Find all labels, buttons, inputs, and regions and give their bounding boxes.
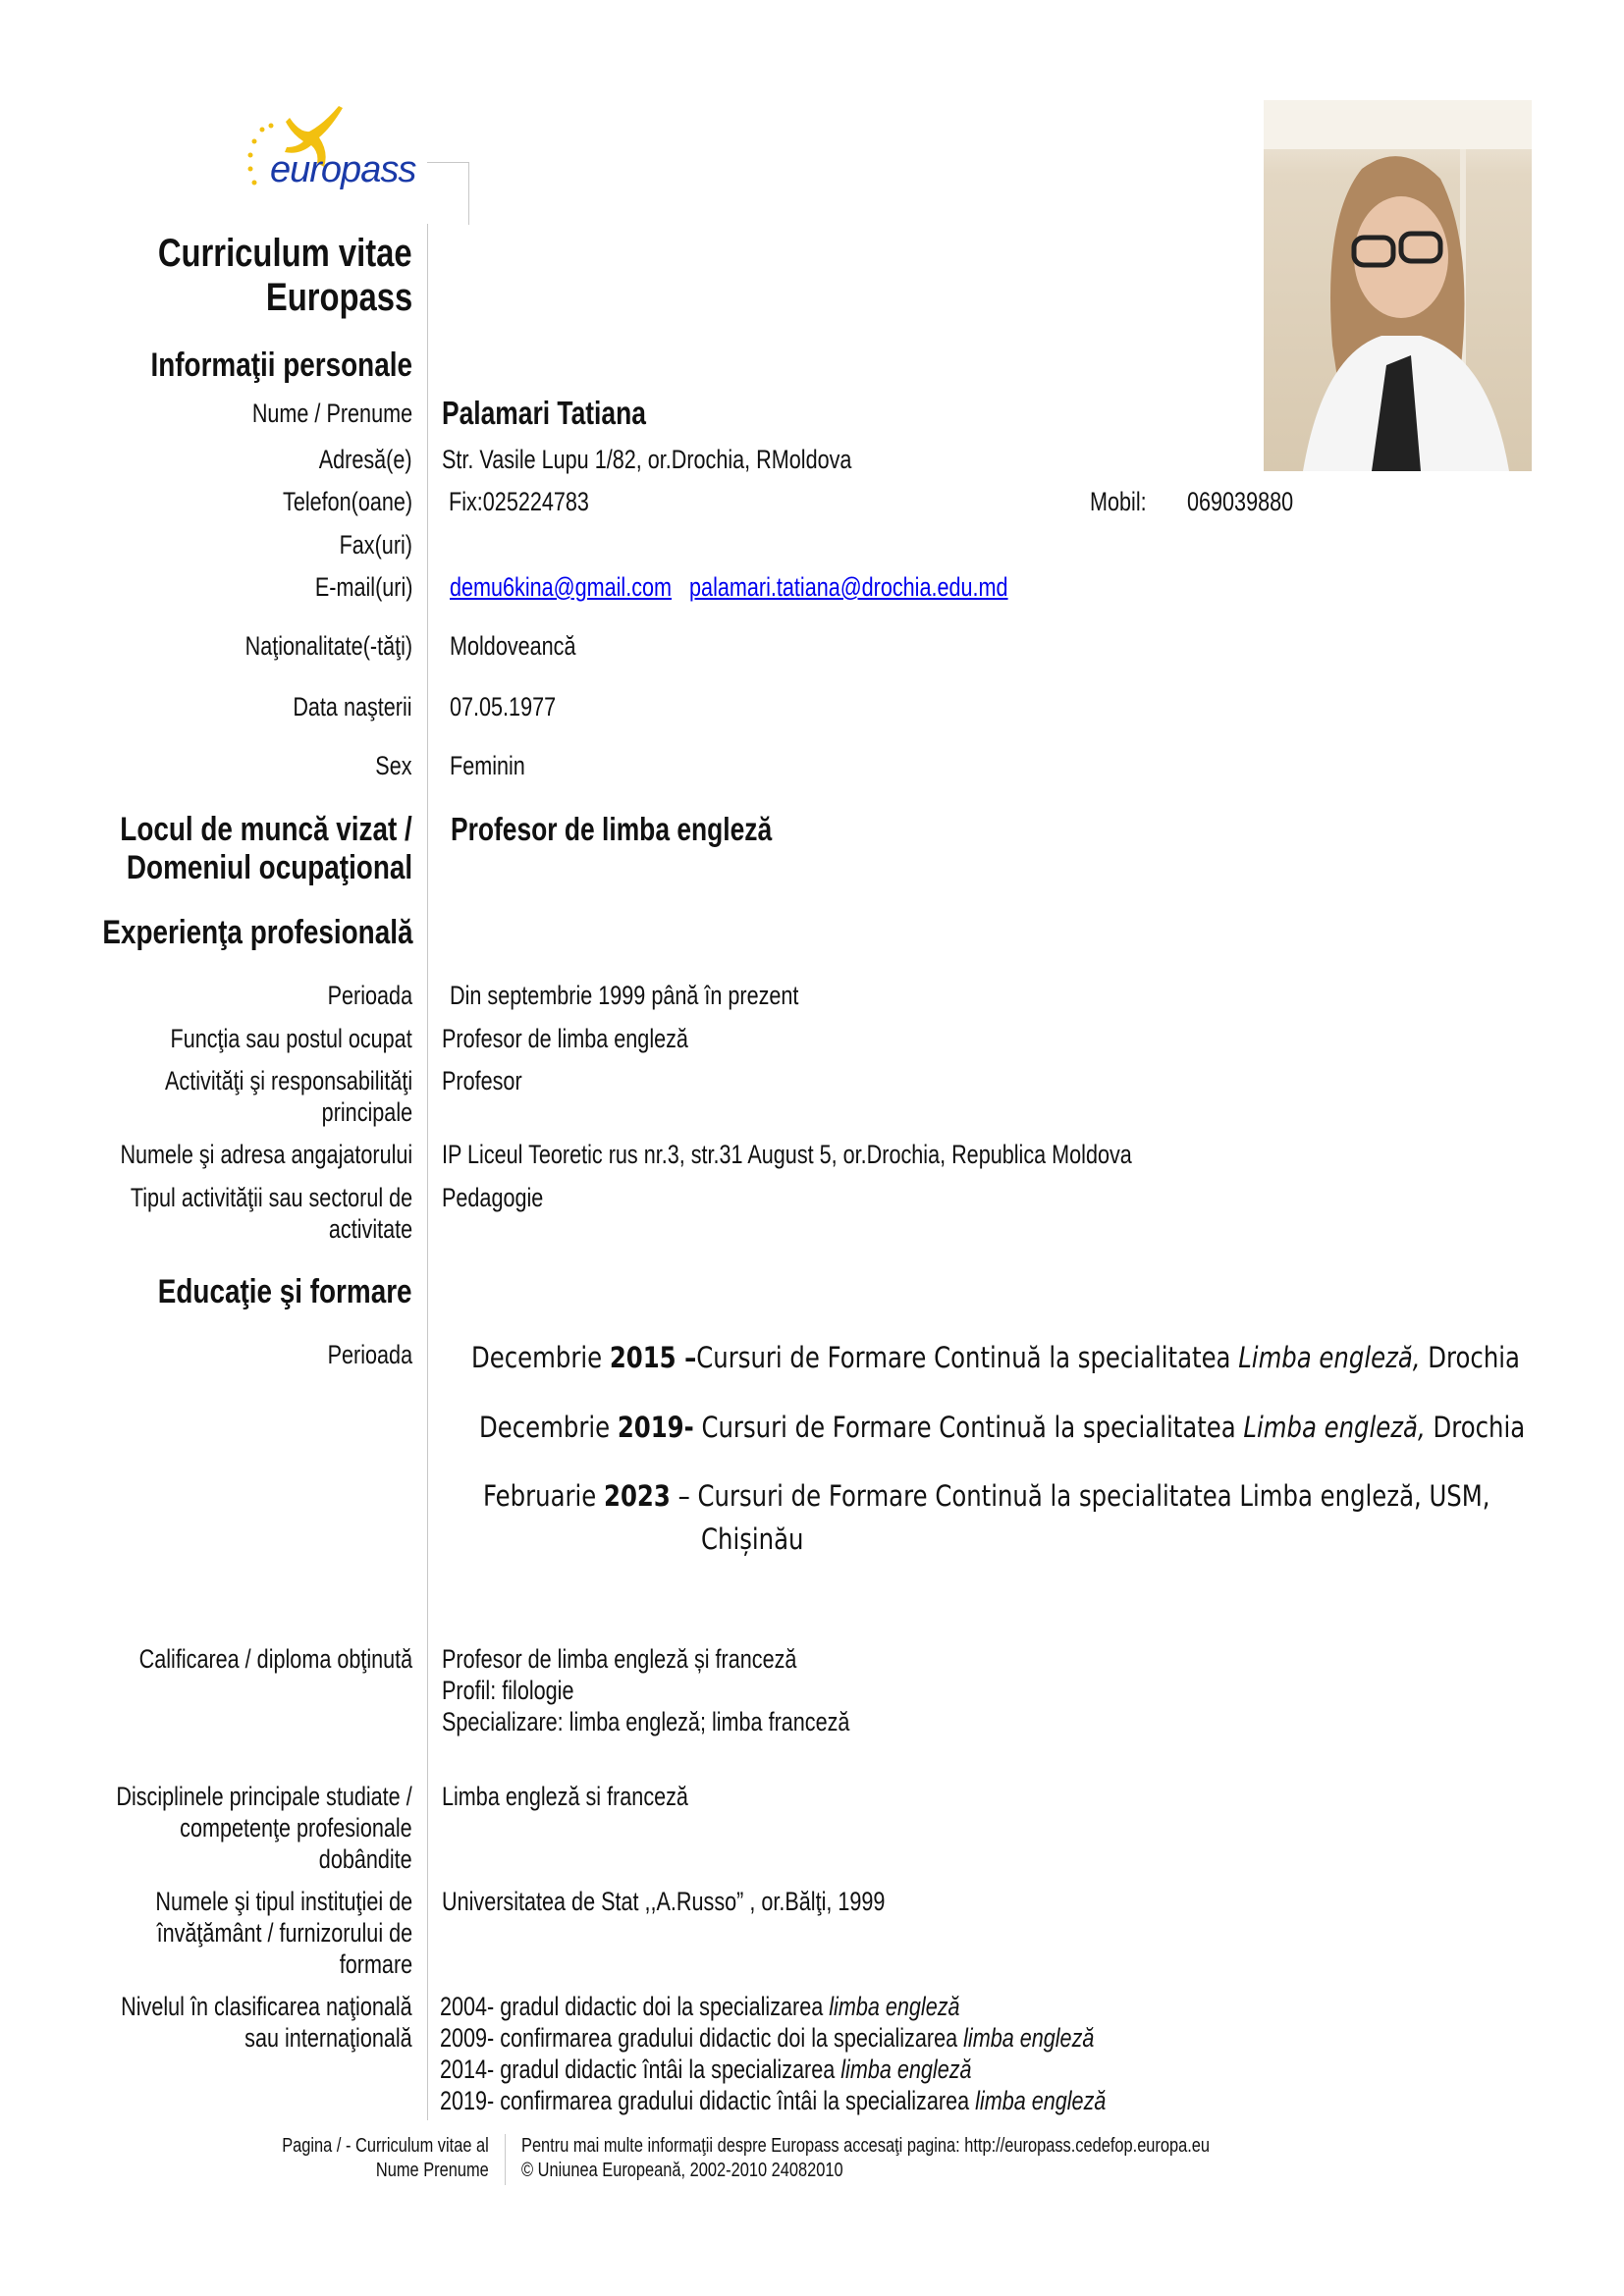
europass-logo	[241, 98, 427, 201]
level-item: 2004- gradul didactic doi la specializarea limba engleză	[440, 1992, 960, 2021]
birth-label: Data naşterii	[293, 692, 412, 721]
exp-employer-label: Numele şi adresa angajatorului	[120, 1140, 412, 1169]
course-item-continuation: Chișinău	[701, 1522, 804, 1556]
column-divider	[427, 224, 428, 2120]
footer-right: Pentru mai multe informaţii despre Europass accesaţi pagina: http://europass.cedefop.europa.eu © Uniunea Europeană, 2002-2010 24082010	[521, 2135, 1211, 2181]
exp-sector-value: Pedagogie	[442, 1183, 544, 1212]
footer-divider	[505, 2134, 506, 2185]
course-item: Februarie 2023 – Cursuri de Formare Continuă la specialitatea Limba engleză, USM,	[483, 1479, 1490, 1513]
subjects-label: Disciplinele principale studiate / competenţe profesionale dobândite	[116, 1782, 412, 1874]
phone-fix-value: Fix:025224783	[449, 487, 589, 516]
cv-title-line2: Europass	[265, 276, 412, 319]
exp-sector-label-line2: activitate	[328, 1214, 412, 1244]
desired-job-value: Profesor de limba engleză	[451, 811, 773, 847]
email-links	[450, 571, 1008, 603]
exp-position-value: Profesor de limba engleză	[442, 1024, 688, 1053]
mobile-value: 069039880	[1187, 487, 1294, 516]
institution-value: Universitatea de Stat ,,A.Russo” , or.Bălţi, 1999	[442, 1887, 886, 1916]
exp-sector-label-line1: Tipul activităţii sau sectorul de	[130, 1183, 412, 1212]
course-item: Decembrie 2015 –Cursuri de Formare Continuă la specialitatea Limba engleză, Drochia	[471, 1341, 1520, 1374]
edu-period-label: Perioada	[327, 1340, 412, 1369]
level-item: 2019- confirmarea gradului didactic întâi la specializarea limba engleză	[440, 2086, 1107, 2115]
desired-job-label-line1: Locul de muncă vizat /	[120, 811, 412, 848]
exp-activities-label	[165, 1065, 412, 1128]
name-label: Nume / Prenume	[251, 399, 412, 428]
fax-label: Fax(uri)	[339, 530, 412, 560]
institution-label: Numele şi tipul instituţiei de învăţământ / furnizorului de formare	[155, 1887, 412, 1979]
address-label: Adresă(e)	[319, 445, 412, 474]
email-link-1[interactable]: demu6kina@gmail.com	[450, 572, 673, 602]
level-item: 2014- gradul didactic întâi la specializarea limba engleză	[440, 2055, 972, 2084]
sex-label: Sex	[375, 751, 412, 780]
exp-employer-value: IP Liceul Teoretic rus nr.3, str.31 August 5, or.Drochia, Republica Moldova	[442, 1140, 1132, 1169]
section-heading-personal: Informaţii personale	[150, 347, 412, 384]
subjects-value: Limba engleză si franceză	[442, 1782, 688, 1811]
exp-position-label: Funcţia sau postul ocupat	[170, 1024, 412, 1053]
exp-sector-label	[131, 1182, 412, 1245]
profile-photo	[1264, 100, 1532, 471]
qualification-value: Profesor de limba engleză și franceză Profil: filologie Specializare: limba engleză; limba franceză	[442, 1644, 850, 1736]
birth-value: 07.05.1977	[450, 692, 557, 721]
email-label: E-mail(uri)	[314, 572, 412, 602]
nationality-label: Naţionalitate(-tăţi)	[244, 631, 412, 661]
europass-logo-text: europass	[270, 149, 416, 190]
address-value: Str. Vasile Lupu 1/82, or.Drochia, RMoldova	[442, 445, 852, 474]
exp-period-label: Perioada	[327, 981, 412, 1010]
level-item: 2009- confirmarea gradului didactic doi la specializarea limba engleză	[440, 2023, 1095, 2053]
level-label: Nivelul în clasificarea naţională sau internaţională	[121, 1992, 412, 2053]
section-heading-experience: Experienţa profesională	[101, 914, 412, 951]
level-values	[440, 1991, 1106, 2116]
logo-corner-line	[427, 162, 469, 225]
email-link-2[interactable]: palamari.tatiana@drochia.edu.md	[689, 572, 1008, 602]
cv-title-line1: Curriculum vitae	[158, 232, 412, 275]
exp-activities-label-line1: Activităţi şi responsabilităţi	[164, 1066, 412, 1095]
exp-period-value: Din septembrie 1999 până în prezent	[450, 981, 799, 1010]
sex-value: Feminin	[450, 751, 525, 780]
section-heading-education: Educaţie şi formare	[158, 1273, 412, 1310]
qualification-label: Calificarea / diploma obţinută	[138, 1644, 412, 1674]
course-item: Decembrie 2019- Cursuri de Formare Continuă la specialitatea Limba engleză, Drochia	[479, 1411, 1526, 1444]
mobile-label: Mobil:	[1090, 487, 1147, 516]
exp-activities-label-line2: principale	[321, 1097, 412, 1127]
footer-left: Pagina / - Curriculum vitae al Nume Prenume	[282, 2135, 489, 2181]
desired-job-label-line2: Domeniul ocupaţional	[126, 849, 412, 886]
exp-activities-value: Profesor	[442, 1066, 522, 1095]
phone-label: Telefon(oane)	[282, 487, 412, 516]
nationality-value: Moldoveancă	[450, 631, 576, 661]
name-value: Palamari Tatiana	[442, 395, 646, 431]
